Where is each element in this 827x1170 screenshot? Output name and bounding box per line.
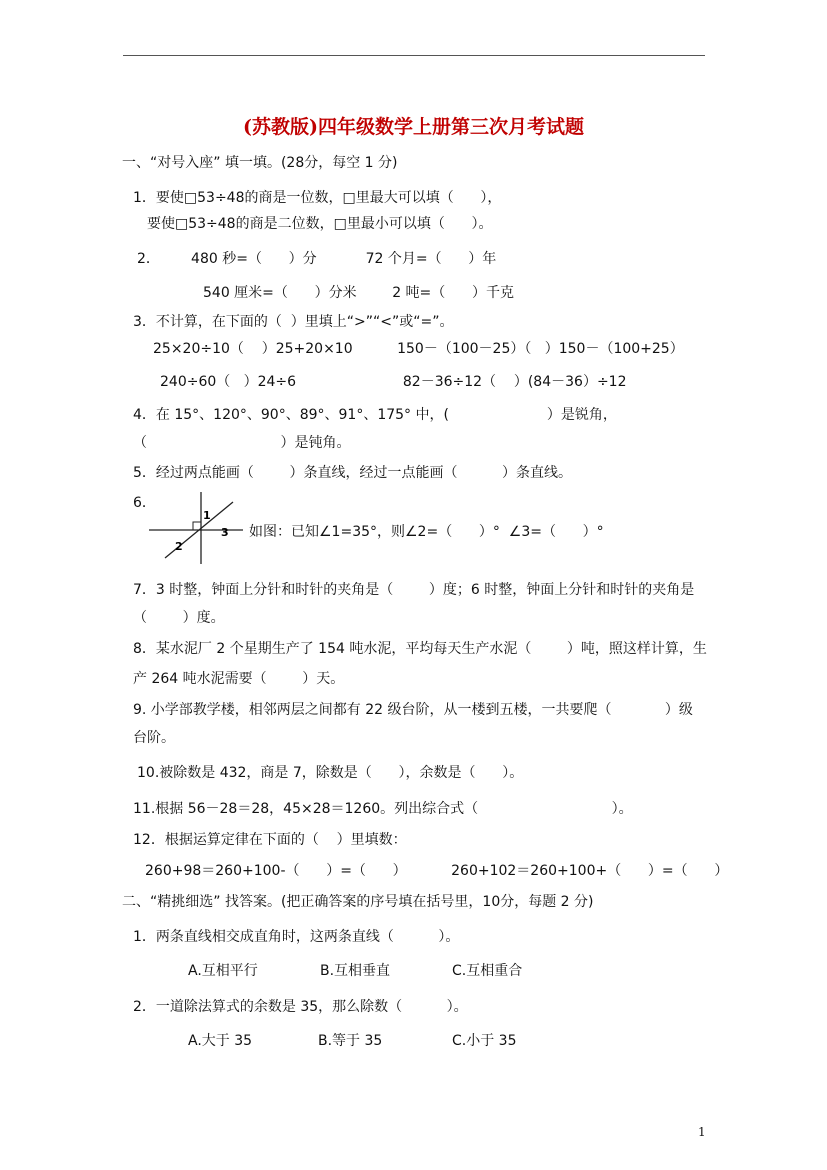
question-2-line-2: 540 厘米=（ ）分米 2 吨=（ ）千克 <box>203 285 514 301</box>
question-3-row-2: 240÷60（ ）24÷6 82－36÷12（ ）(84－36）÷12 <box>160 374 627 390</box>
question-4-line-1: 4．在 15°、120°、90°、89°、91°、175° 中，( ）是锐角， <box>133 407 617 423</box>
angle-figure <box>145 492 245 564</box>
question-8-line-1: 8．某水泥厂 2 个星期生产了 154 吨水泥，平均每天生产水泥（ ）吨，照这样计算，生 <box>133 641 707 657</box>
question-1-line-1: 1．要使□53÷48的商是一位数，□里最大可以填（ ）， <box>133 190 502 206</box>
choice-2-option-a: A.大于 35 <box>188 1033 253 1049</box>
choice-2-option-c: C.小于 35 <box>452 1033 517 1049</box>
question-9-line-2: 台阶。 <box>133 730 175 746</box>
question-8-line-2: 产 264 吨水泥需要（ ）天。 <box>133 671 345 687</box>
question-12-prompt: 12．根据运算定律在下面的（ ）里填数： <box>133 832 407 848</box>
question-1-line-2: 要使□53÷48的商是二位数，□里最小可以填（ ）。 <box>147 216 493 232</box>
page-title: (苏教版)四年级数学上册第三次月考试题 <box>243 116 584 138</box>
choice-question-1: 1．两条直线相交成直角时，这两条直线（ ）。 <box>133 929 460 945</box>
choice-1-option-b: B.互相垂直 <box>320 963 391 979</box>
question-7-line-2: （ ）度。 <box>133 610 225 626</box>
angle-2-label: 2 <box>175 540 183 553</box>
question-12-expressions: 260+98＝260+100-（ ）=（ ） 260+102＝260+100+（ ）=（ ） <box>145 863 729 879</box>
angle-3-label: 3 <box>221 526 229 539</box>
choice-1-option-a: A.互相平行 <box>188 963 258 979</box>
question-6-number: 6． <box>133 495 156 511</box>
question-10: 10.被除数是 432，商是 7，除数是（ ），余数是（ ）。 <box>137 765 524 781</box>
choice-2-option-b: B.等于 35 <box>318 1033 383 1049</box>
section2-heading: 二、“精挑细选” 找答案。(把正确答案的序号填在括号里，10分，每题 2 分) <box>122 894 594 910</box>
header-rule <box>123 55 705 56</box>
question-11: 11.根据 56－28＝28，45×28＝1260。列出综合式（ ）。 <box>133 801 633 817</box>
question-3-row-1: 25×20÷10（ ）25+20×10 150－（100－25）（ ）150－（100+25） <box>153 341 684 357</box>
question-7-line-1: 7．3 时整，钟面上分针和时针的夹角是（ ）度；6 时整，钟面上分针和时针的夹角是 <box>133 582 695 598</box>
choice-question-2: 2．一道除法算式的余数是 35，那么除数（ ）。 <box>133 999 468 1015</box>
question-5: 5．经过两点能画（ ）条直线，经过一点能画（ ）条直线。 <box>133 465 573 481</box>
question-3-prompt: 3．不计算，在下面的（ ）里填上“>”“<”或“=”。 <box>133 314 454 330</box>
question-4-line-2: （ ）是钝角。 <box>133 435 351 451</box>
question-9-line-1: 9. 小学部教学楼，相邻两层之间都有 22 级台阶，从一楼到五楼，一共要爬（ ）级 <box>133 702 693 718</box>
angle-1-label: 1 <box>203 509 211 522</box>
choice-1-option-c: C.互相重合 <box>452 963 523 979</box>
page-number: 1 <box>698 1125 706 1139</box>
question-2-line-1: 2． 480 秒=（ ）分 72 个月=（ ）年 <box>137 251 497 267</box>
question-6-text: 如图：已知∠1=35°，则∠2=（ ）° ∠3=（ ）° <box>249 524 604 540</box>
section1-heading: 一、“对号入座” 填一填。(28分，每空 1 分) <box>122 155 398 171</box>
